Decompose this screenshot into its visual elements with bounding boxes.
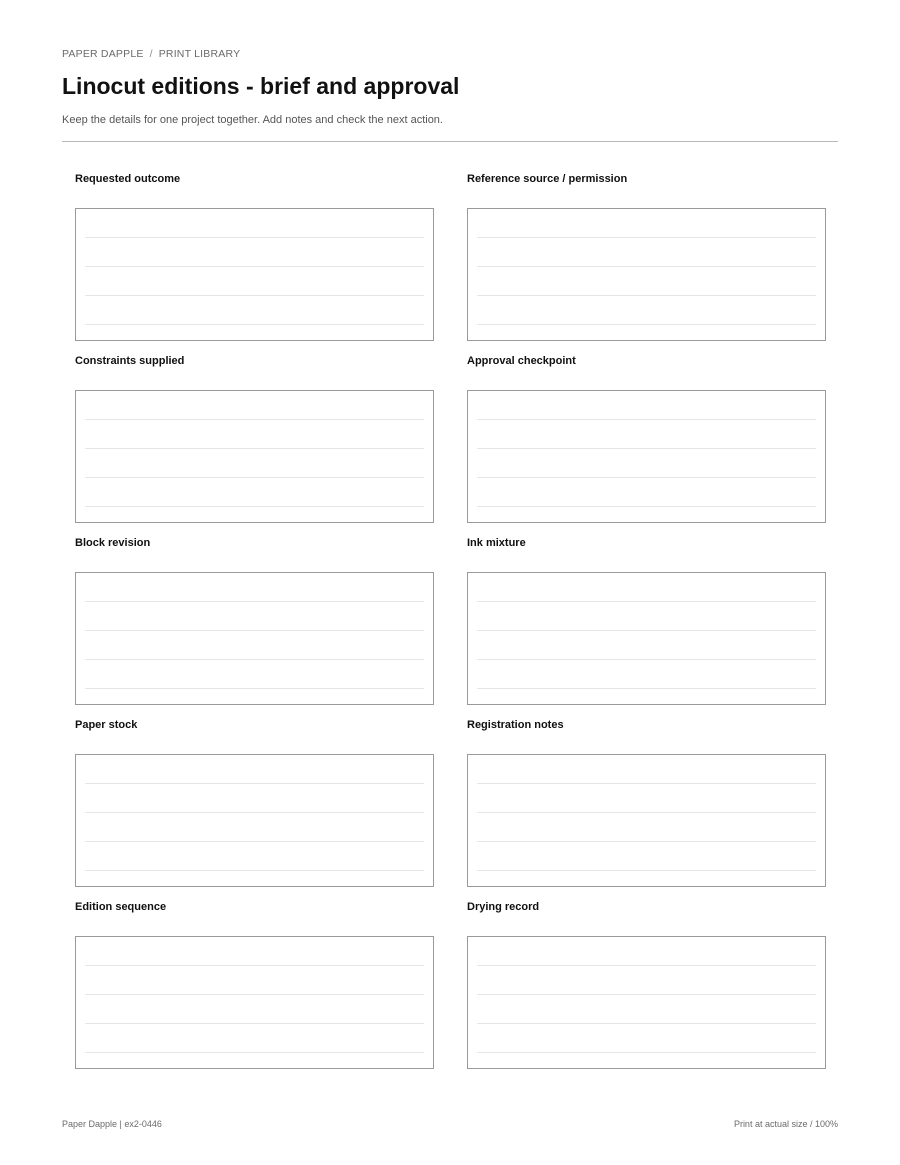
field-label: Reference source / permission: [467, 173, 628, 185]
writing-line: [85, 994, 424, 995]
writing-line: [85, 870, 424, 871]
notes-box[interactable]: [467, 208, 826, 341]
writing-line: [477, 601, 816, 602]
writing-line: [85, 601, 424, 602]
writing-line: [477, 448, 816, 449]
field-block-revision: [75, 530, 434, 712]
notes-box[interactable]: [467, 936, 826, 1069]
notes-box[interactable]: [75, 754, 434, 887]
field-reference-source-permission: [467, 166, 826, 348]
writing-line: [477, 1023, 816, 1024]
writing-line: [477, 630, 816, 631]
writing-line: [85, 324, 424, 325]
writing-line: [85, 812, 424, 813]
writing-line: [85, 783, 424, 784]
writing-line: [85, 419, 424, 420]
notes-box[interactable]: [75, 208, 434, 341]
field-approval-checkpoint: [467, 348, 826, 530]
field-ink-mixture: [467, 530, 826, 712]
field-label: Registration notes: [467, 719, 564, 731]
field-label: Paper stock: [75, 719, 138, 731]
writing-line: [477, 477, 816, 478]
field-paper-stock: [75, 712, 434, 894]
field-label: Ink mixture: [467, 537, 526, 549]
writing-line: [477, 870, 816, 871]
field-label: Requested outcome: [75, 173, 181, 185]
field-label: Block revision: [75, 537, 151, 549]
field-requested-outcome: [75, 166, 434, 348]
notes-box[interactable]: [467, 390, 826, 523]
writing-line: [85, 659, 424, 660]
writing-line: [477, 841, 816, 842]
notes-box[interactable]: [467, 572, 826, 705]
writing-line: [85, 1052, 424, 1053]
writing-line: [85, 266, 424, 267]
field-label: Approval checkpoint: [467, 355, 576, 367]
writing-line: [477, 324, 816, 325]
footer-document-id: Paper Dapple | ex2-0446: [62, 1119, 162, 1129]
writing-line: [477, 237, 816, 238]
notes-box[interactable]: [75, 572, 434, 705]
notes-box[interactable]: [75, 390, 434, 523]
writing-line: [477, 659, 816, 660]
field-registration-notes: [467, 712, 826, 894]
page-subtitle: Keep the details for one project together. Add notes and check the next action.: [62, 114, 443, 126]
writing-line: [477, 295, 816, 296]
breadcrumb-brand[interactable]: PAPER DAPPLE: [62, 48, 144, 60]
writing-line: [477, 812, 816, 813]
field-edition-sequence: [75, 894, 434, 1076]
writing-line: [85, 448, 424, 449]
breadcrumb: [62, 48, 240, 60]
writing-line: [85, 1023, 424, 1024]
writing-line: [85, 630, 424, 631]
field-constraints-supplied: [75, 348, 434, 530]
notes-box[interactable]: [467, 754, 826, 887]
writing-line: [85, 506, 424, 507]
writing-line: [477, 783, 816, 784]
field-label: Drying record: [467, 901, 540, 913]
writing-line: [477, 419, 816, 420]
field-label: Constraints supplied: [75, 355, 185, 367]
form-grid: [75, 166, 826, 1076]
writing-line: [85, 688, 424, 689]
writing-line: [477, 506, 816, 507]
writing-line: [477, 266, 816, 267]
writing-line: [85, 965, 424, 966]
page-title: Linocut editions - brief and approval: [62, 73, 460, 99]
breadcrumb-separator: /: [149, 48, 153, 60]
header-divider: [62, 141, 838, 142]
writing-line: [477, 688, 816, 689]
writing-line: [477, 1052, 816, 1053]
footer-print-note: Print at actual size / 100%: [733, 1119, 838, 1129]
writing-line: [477, 994, 816, 995]
field-label: Edition sequence: [75, 901, 167, 913]
writing-line: [85, 477, 424, 478]
breadcrumb-section[interactable]: PRINT LIBRARY: [158, 48, 241, 60]
writing-line: [477, 965, 816, 966]
field-drying-record: [467, 894, 826, 1076]
writing-line: [85, 237, 424, 238]
notes-box[interactable]: [75, 936, 434, 1069]
writing-line: [85, 295, 424, 296]
writing-line: [85, 841, 424, 842]
